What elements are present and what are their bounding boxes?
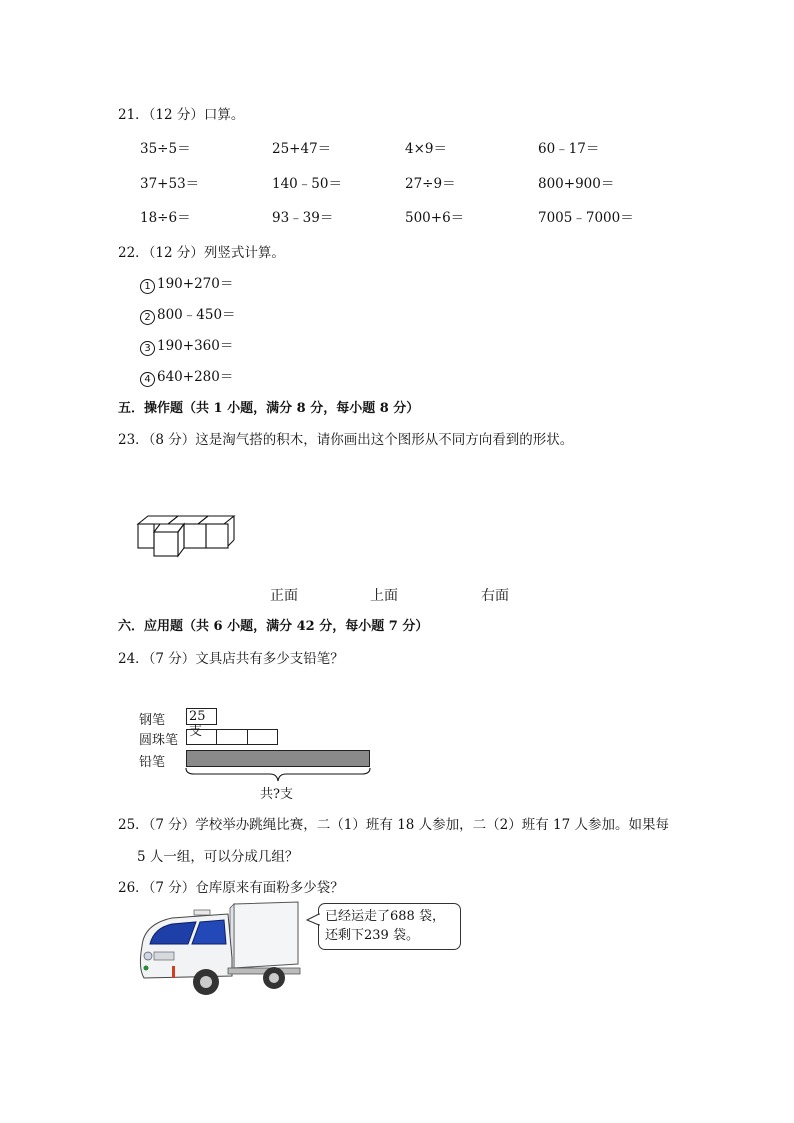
- q22-expr: 800﹣450＝: [157, 307, 236, 323]
- view-label-top: 上面: [370, 588, 398, 604]
- ballpen-bar-segment: [216, 729, 248, 745]
- q21-item: 25+47＝: [272, 141, 332, 157]
- speech-bubble: [318, 903, 461, 950]
- ballpen-bar-segment: [186, 729, 217, 745]
- q21-item: 93﹣39＝: [272, 210, 334, 226]
- total-label: 共?支: [260, 787, 293, 802]
- q21-item: 500+6＝: [405, 210, 465, 226]
- q22-item-4: [140, 365, 233, 387]
- q21-title: 21．（12 分）口算。: [118, 107, 245, 123]
- q21-item: 35÷5＝: [140, 141, 191, 157]
- circled-number: 3: [140, 341, 155, 356]
- bubble-line-2: 还剩下239 袋。: [325, 928, 419, 943]
- q22-expr: 640+280＝: [157, 369, 234, 385]
- q21-item: 800+900＝: [538, 176, 615, 192]
- q22-title: 22．（12 分）列竖式计算。: [118, 245, 285, 261]
- q21-item: 18÷6＝: [140, 210, 191, 226]
- section6-heading: 六．应用题（共 6 小题，满分 42 分，每小题 7 分）: [118, 619, 429, 634]
- q22-expr: 190+270＝: [157, 276, 234, 292]
- q26-title: 26．（7 分）仓库原来有面粉多少袋？: [118, 880, 344, 896]
- q25-line2: 5 人一组，可以分成几组？: [137, 849, 299, 865]
- view-label-right: 右面: [481, 588, 509, 604]
- q22-item-3: [140, 334, 233, 356]
- circled-number: 2: [140, 310, 155, 325]
- q23-title: 23．（8 分）这是淘气搭的积木，请你画出这个图形从不同方向看到的形状。: [118, 432, 574, 448]
- q21-item: 60﹣17＝: [538, 141, 600, 157]
- q22-expr: 190+360＝: [157, 338, 234, 354]
- bar-label-pen: 钢笔: [139, 713, 166, 728]
- speech-bubble-tail: [306, 913, 320, 927]
- circled-number: 1: [140, 279, 155, 294]
- circled-number: 4: [140, 372, 155, 387]
- total-brace: [184, 767, 372, 783]
- ballpen-bar-segment: [247, 729, 278, 745]
- bar-label-ballpen: 圆珠笔: [139, 733, 179, 748]
- blocks-figure: [134, 514, 238, 560]
- pencil-bar: [186, 750, 370, 767]
- q24-title: 24．（7 分）文具店共有多少支铅笔？: [118, 651, 344, 667]
- truck-illustration: [132, 898, 312, 998]
- bubble-line-1: 已经运走了688 袋，: [325, 909, 445, 924]
- view-label-front: 正面: [270, 588, 298, 604]
- q22-item-1: [140, 272, 233, 294]
- q21-item: 37+53＝: [140, 176, 200, 192]
- q22-item-2: [140, 303, 236, 325]
- bar-label-pencil: 铅笔: [139, 755, 166, 770]
- pen-bar: 25支: [186, 708, 217, 725]
- q21-item: 140﹣50＝: [272, 176, 342, 192]
- q21-item: 27÷9＝: [405, 176, 456, 192]
- section5-heading: 五．操作题（共 1 小题，满分 8 分，每小题 8 分）: [118, 401, 420, 416]
- q25-line1: 25．（7 分）学校举办跳绳比赛，二（1）班有 18 人参加，二（2）班有 17 人参加。如果每: [118, 817, 670, 833]
- q21-item: 4×9＝: [405, 141, 447, 157]
- q21-item: 7005﹣7000＝: [538, 210, 634, 226]
